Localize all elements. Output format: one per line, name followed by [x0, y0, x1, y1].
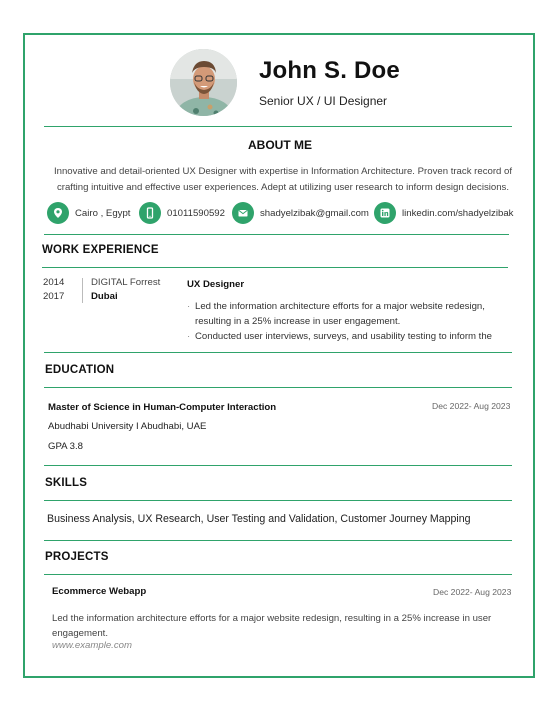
divider — [44, 387, 512, 388]
about-text: Innovative and detail-oriented UX Designer with expertise in Information Architecture. Proven track record of crafting intuitive and effective user experiences. Adept at utilizing user research to inform design decisions. — [53, 166, 513, 193]
education-heading: EDUCATION — [45, 364, 115, 376]
divider — [42, 267, 508, 268]
work-bullet — [187, 299, 485, 314]
divider — [44, 574, 512, 575]
envelope-icon — [232, 202, 254, 224]
divider — [44, 126, 512, 127]
education-degree: Master of Science in Human-Computer Interaction — [48, 402, 277, 413]
email-text[interactable]: shadyelzibak@gmail.com — [260, 207, 369, 219]
contact-email — [232, 202, 369, 224]
divider — [44, 234, 509, 235]
projects-heading: PROJECTS — [45, 551, 109, 563]
work-city: Dubai — [91, 291, 118, 302]
work-bullet-text: Conducted user interviews, surveys, and usability testing to inform the — [195, 331, 493, 342]
project-description-line: Led the information architecture efforts for a major website redesign, resulting in a 25% increase in user — [52, 613, 492, 624]
bullet-dot: · — [187, 301, 191, 312]
divider — [44, 352, 512, 353]
work-start-year: 2014 — [43, 277, 65, 288]
contact-location — [47, 202, 130, 224]
location-text: Cairo , Egypt — [75, 207, 131, 219]
education-dates: Dec 2022- Aug 2023 — [432, 401, 511, 411]
work-bullet — [187, 329, 492, 344]
skills-list: Business Analysis, UX Research, User Testing and Validation, Customer Journey Mapping — [47, 513, 471, 525]
divider — [44, 500, 512, 501]
divider — [44, 540, 512, 541]
project-description-line: engagement. — [52, 628, 109, 639]
person-title: Senior UX / UI Designer — [259, 94, 388, 108]
phone-icon — [139, 202, 161, 224]
skills-heading: SKILLS — [45, 477, 88, 489]
person-name: John S. Doe — [259, 57, 400, 84]
project-name: Ecommerce Webapp — [52, 586, 147, 597]
project-description — [52, 611, 512, 641]
contact-phone — [139, 202, 225, 224]
education-school: Abudhabi University I Abudhabi, UAE — [48, 421, 207, 432]
project-dates: Dec 2022- Aug 2023 — [433, 587, 512, 597]
education-gpa: GPA 3.8 — [48, 441, 84, 452]
work-bullet-text: Led the information architecture efforts for a major website redesign, — [195, 301, 485, 312]
contact-linkedin — [374, 202, 513, 224]
work-company: DIGITAL Forrest — [91, 277, 161, 288]
resume-frame — [23, 33, 535, 678]
linkedin-text[interactable]: linkedin.com/shadyelzibak — [402, 207, 514, 219]
phone-text[interactable]: 01011590592 — [167, 207, 225, 219]
work-position: UX Designer — [187, 279, 245, 290]
work-end-year: 2017 — [43, 291, 65, 302]
project-link[interactable]: www.example.com — [52, 640, 132, 651]
work-bullet-continued: resulting in a 25% increase in user engagement. — [195, 316, 401, 327]
year-separator — [82, 278, 83, 303]
work-heading: WORK EXPERIENCE — [42, 244, 159, 256]
divider — [44, 465, 512, 466]
avatar — [170, 49, 237, 116]
location-pin-icon — [47, 202, 69, 224]
bullet-dot: · — [187, 331, 191, 342]
about-heading: ABOUT ME — [248, 138, 312, 152]
linkedin-icon — [374, 202, 396, 224]
